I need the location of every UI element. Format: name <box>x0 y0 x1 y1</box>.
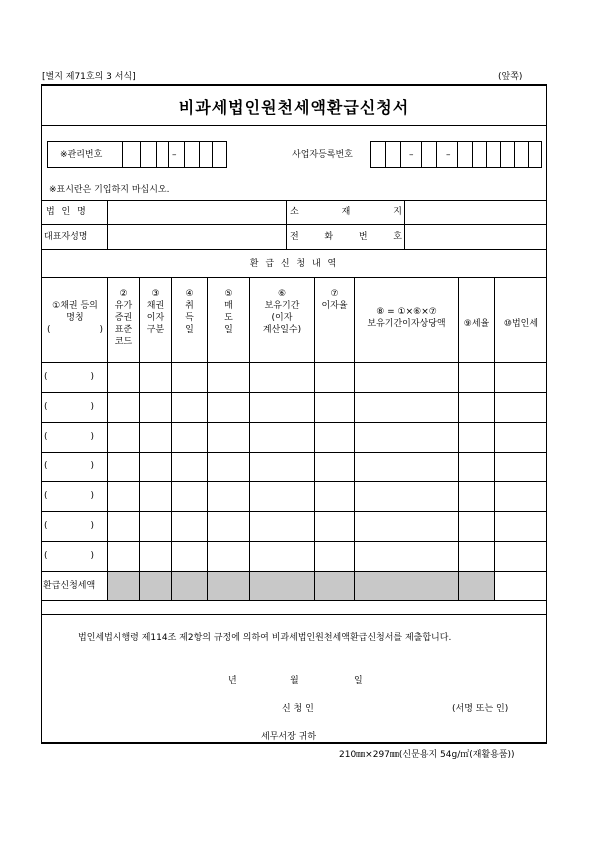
total-shade <box>315 572 354 600</box>
col-tax-rate: ⑨세율 <box>463 319 490 329</box>
business-number-box[interactable] <box>370 141 542 168</box>
total-shade <box>250 572 314 600</box>
business-number-label: 사업자등록번호 <box>292 150 353 160</box>
col-bond-name <box>44 300 106 336</box>
business-number-dash-2: – <box>446 150 451 160</box>
paper-spec-footer: 210㎜×297㎜(신문용지 54g/㎡(재활용품)) <box>339 750 515 760</box>
total-shade <box>108 572 139 600</box>
corp-name-label: 법 인 명 <box>46 207 88 217</box>
col-bond-name-line1: ①채권 등의 <box>52 301 98 311</box>
table-row[interactable]: ( ) <box>44 491 94 501</box>
total-refund-field[interactable] <box>495 572 546 600</box>
rep-name-label: 대표자성명 <box>44 232 88 242</box>
management-number-dash: – <box>172 150 177 160</box>
col-corporate-tax: ⑩법인세 <box>503 319 539 329</box>
phone-label <box>290 233 402 242</box>
table-row[interactable]: ( ) <box>44 521 94 531</box>
recipient-line: 세무서장 귀하 <box>261 732 317 742</box>
signature-field[interactable]: (서명 또는 인) <box>452 704 509 714</box>
phone-label-text: 전 화 번 호 <box>290 232 402 242</box>
rep-name-field[interactable] <box>108 225 286 248</box>
address-label <box>290 208 402 217</box>
form-frame <box>41 84 547 744</box>
address-label-text: 소 재 지 <box>290 207 402 217</box>
col-sale-date: ⑤ 매 도 일 <box>224 289 233 335</box>
total-shade <box>172 572 207 600</box>
col-interest-rate: ⑦ 이자율 <box>321 289 348 311</box>
table-row[interactable]: ( ) <box>44 432 94 442</box>
col-bond-name-line3: ( ) <box>47 325 103 335</box>
table-row[interactable]: ( ) <box>44 402 94 412</box>
col-holding-period: ⑥ 보유기간 (이자 계산일수) <box>262 289 302 335</box>
corp-name-field[interactable] <box>108 201 286 224</box>
form-number: [별지 제71호의 3 서식] <box>42 72 136 82</box>
date-year: 년 <box>228 676 237 686</box>
business-number-dash-1: – <box>409 150 414 160</box>
management-number-label: ※관리번호 <box>60 150 103 160</box>
instruction-note: ※표시란은 기입하지 마십시오. <box>49 185 170 195</box>
page-side-label: (앞쪽) <box>498 72 523 82</box>
total-shade <box>355 572 458 600</box>
section-title: 환 급 신 청 내 역 <box>249 259 339 269</box>
total-shade <box>140 572 171 600</box>
col-bond-name-line2: 명칭 <box>66 313 84 323</box>
table-row[interactable]: ( ) <box>44 551 94 561</box>
table-row[interactable]: ( ) <box>44 461 94 471</box>
date-month: 월 <box>290 676 299 686</box>
table-row[interactable]: ( ) <box>44 372 94 382</box>
phone-field[interactable] <box>405 225 546 248</box>
applicant-label: 신 청 인 <box>282 704 314 714</box>
col-acquisition-date: ④ 취 득 일 <box>185 289 194 335</box>
col-interest-type: ③ 채권 이자 구분 <box>146 289 165 335</box>
statement-text: 법인세법시행령 제114조 제2항의 규정에 의하여 비과세법인원천세액환급신청서를 제출합니다. <box>78 633 452 643</box>
date-day: 일 <box>354 676 363 686</box>
total-shade <box>459 572 494 600</box>
address-field[interactable] <box>405 201 546 224</box>
total-refund-label: 환급신청세액 <box>43 581 96 591</box>
col-security-code: ② 유가 증권 표준 코드 <box>114 289 133 347</box>
total-shade <box>208 572 249 600</box>
col-interest-amount: ⑧ = ①×⑥×⑦ 보유기간이자상당액 <box>367 307 446 329</box>
form-title: 비과세법인원천세액환급신청서 <box>178 98 410 117</box>
